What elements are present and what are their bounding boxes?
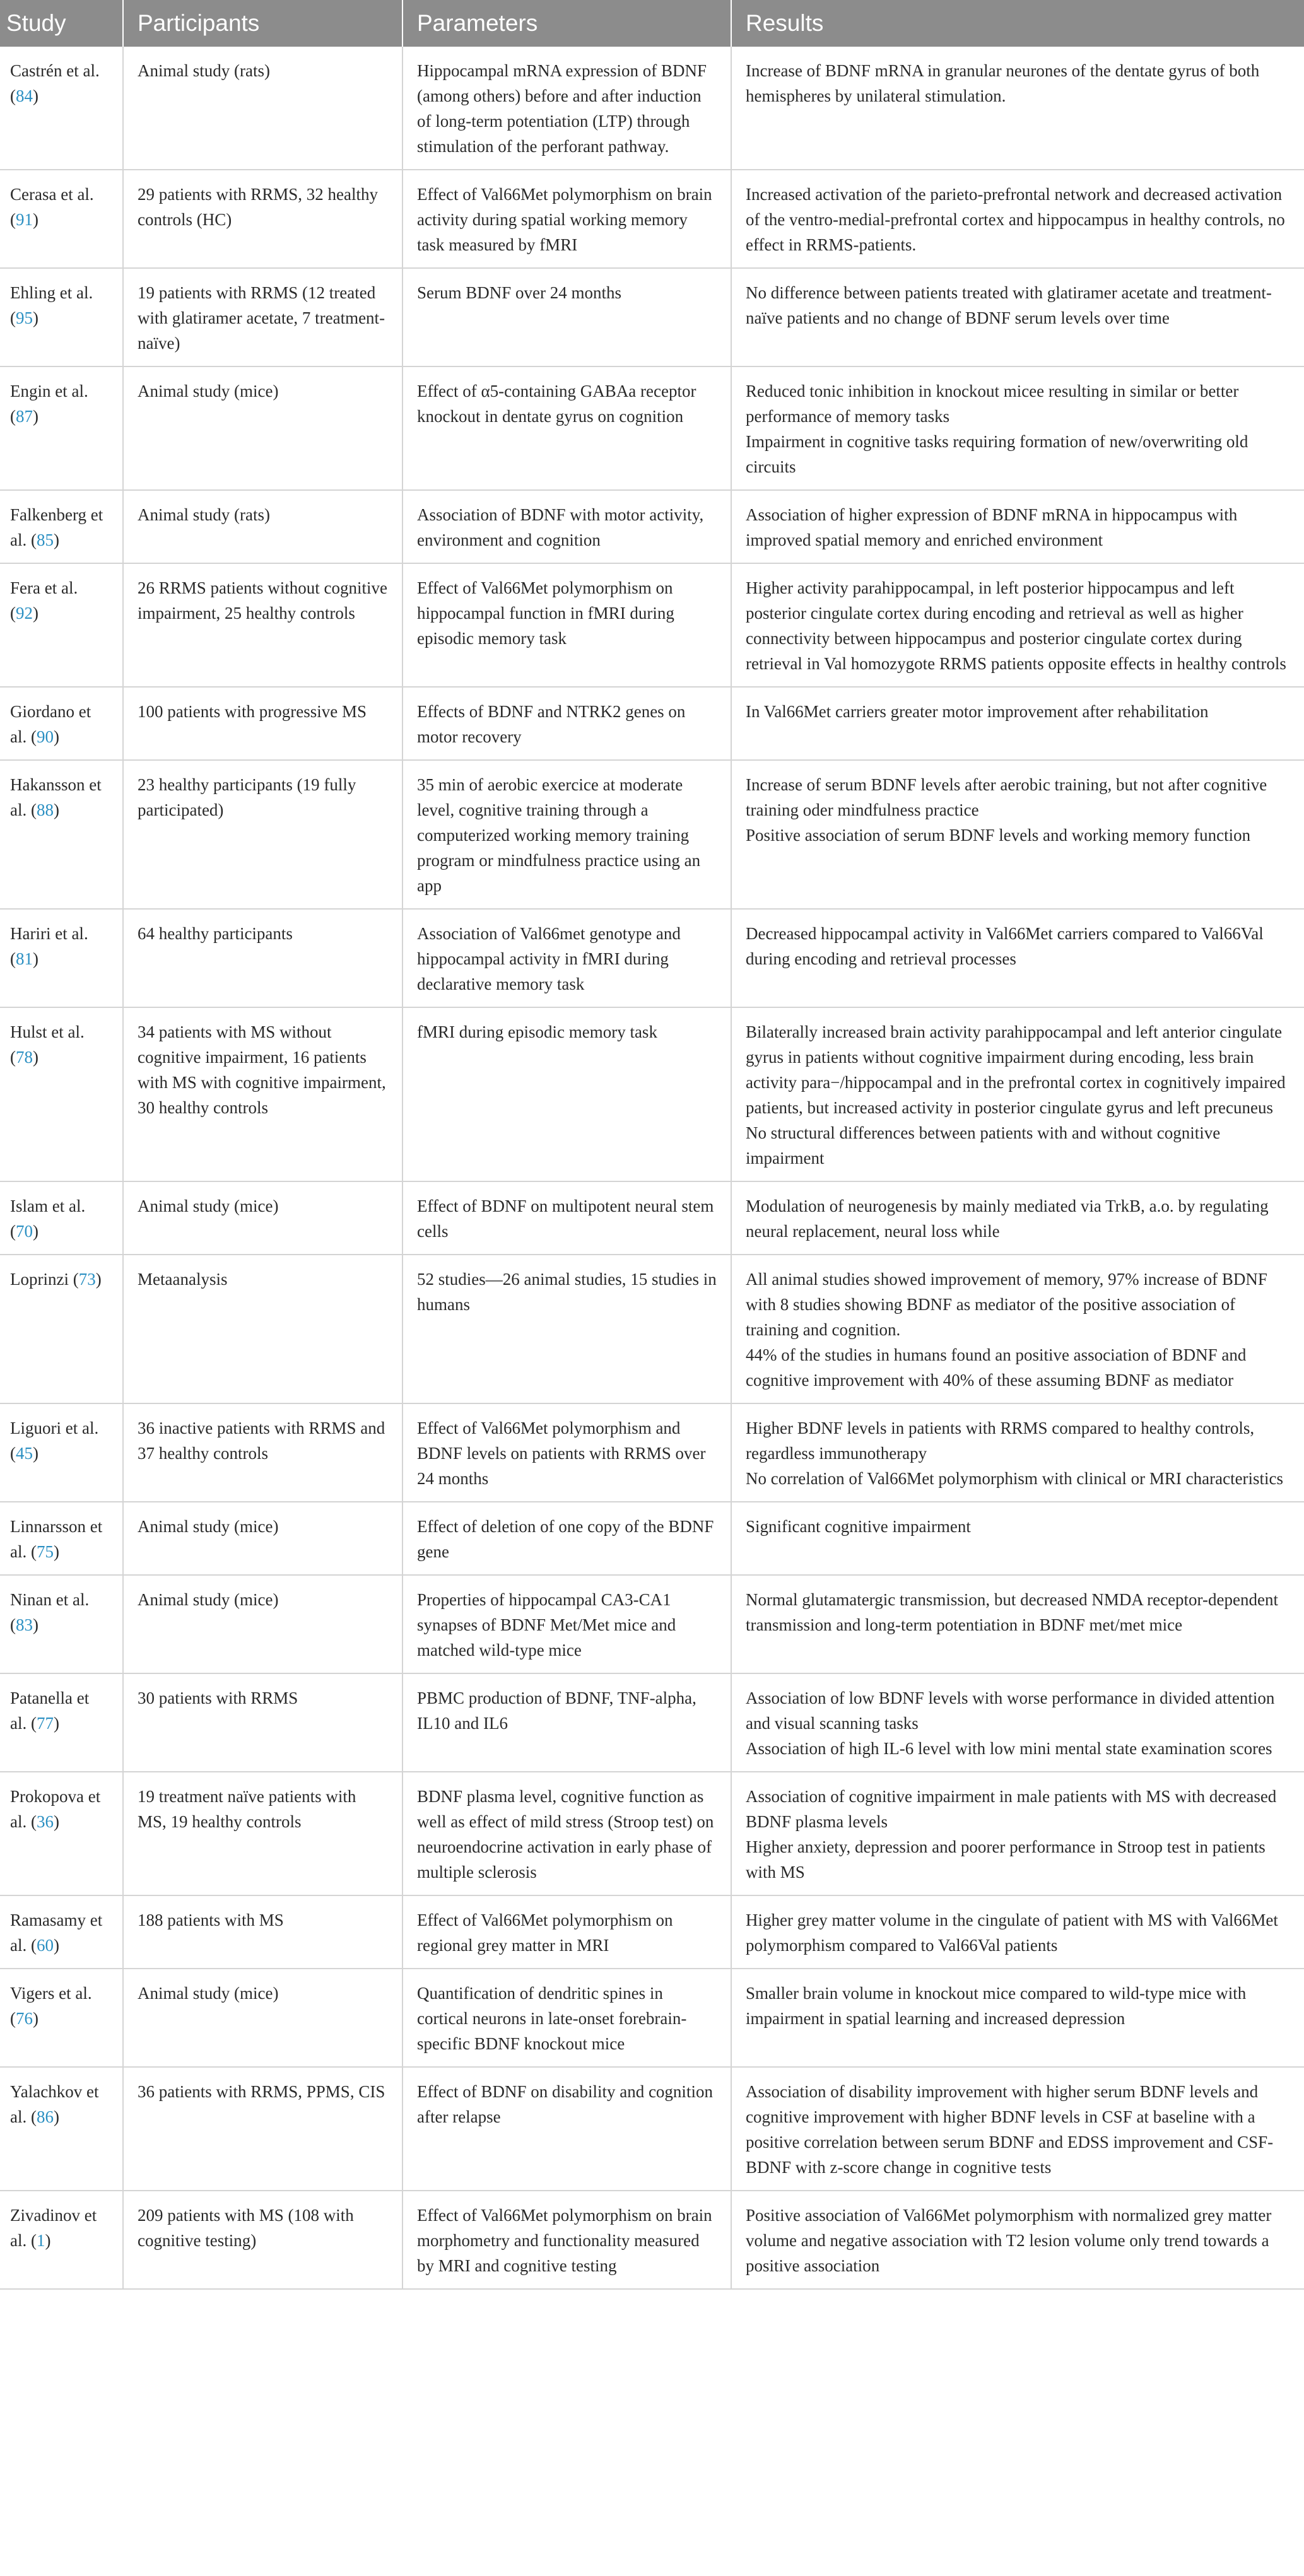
participants-cell: 64 healthy participants <box>123 909 402 1007</box>
parameters-cell: Properties of hippocampal CA3-CA1 synapses of BDNF Met/Met mice and matched wild-type mice <box>402 1575 731 1673</box>
results-cell <box>731 1969 1304 2067</box>
participants-cell: 188 patients with MS <box>123 1895 402 1969</box>
study-author: Patanella et al. <box>10 1689 90 1733</box>
results-cell <box>731 47 1304 170</box>
parameters-cell: Hippocampal mRNA expression of BDNF (among others) before and after induction of long-term potentiation (LTP) through stimulation of the perforant pathway. <box>402 47 731 170</box>
result-text: Higher grey matter volume in the cingulate of patient with MS with Val66Met polymorphism compared to Val66Val patients <box>746 1911 1278 1955</box>
parameters-cell: Effect of BDNF on multipotent neural stem cells <box>402 1181 731 1255</box>
results-cell <box>731 2067 1304 2191</box>
study-cell: Loprinzi (73) <box>0 1255 123 1403</box>
parameters-cell: PBMC production of BDNF, TNF-alpha, IL10 and IL6 <box>402 1673 731 1772</box>
reference-link[interactable]: 60 <box>37 1936 54 1955</box>
table-row <box>0 1403 1304 1502</box>
result-text: Increased activation of the parieto-prefrontal network and decreased activation of the ventro-medial-prefrontal cortex and hippocampus in healthy controls, no effect in RRMS-patients. <box>746 185 1285 254</box>
result-text: Association of disability improvement with higher serum BDNF levels and cognitive improvement with higher BDNF levels in CSF at baseline with a positive correlation between serum BDNF and EDSS improvement and CSF-BDNF with z-score change in cognitive tests <box>746 2082 1274 2177</box>
study-author: Yalachkov et al. <box>10 2082 99 2126</box>
result-text: Modulation of neurogenesis by mainly mediated via TrkB, a.o. by regulating neural replacement, neural loss while <box>746 1197 1269 1241</box>
table-row <box>0 490 1304 563</box>
results-cell <box>731 1772 1304 1895</box>
participants-cell: 29 patients with RRMS, 32 healthy controls (HC) <box>123 170 402 268</box>
header-results: Results <box>731 0 1304 47</box>
table-row <box>0 687 1304 760</box>
study-cell: Ramasamy et al. (60) <box>0 1895 123 1969</box>
reference-link[interactable]: 81 <box>16 949 33 968</box>
study-cell: Prokopova et al. (36) <box>0 1772 123 1895</box>
result-text: No structural differences between patients with and without cognitive impairment <box>746 1123 1221 1168</box>
results-cell <box>731 1255 1304 1403</box>
result-text: No correlation of Val66Met polymorphism with clinical or MRI characteristics <box>746 1469 1284 1488</box>
participants-cell: 100 patients with progressive MS <box>123 687 402 760</box>
results-cell <box>731 687 1304 760</box>
result-text: Association of low BDNF levels with worse performance in divided attention and visual scanning tasks <box>746 1689 1275 1733</box>
parameters-cell: Quantification of dendritic spines in cortical neurons in late-onset forebrain-specific BDNF knockout mice <box>402 1969 731 2067</box>
reference-link[interactable]: 87 <box>16 407 33 426</box>
reference-link[interactable]: 83 <box>16 1615 33 1634</box>
study-cell: Ninan et al. (83) <box>0 1575 123 1673</box>
study-author: Hakansson et al. <box>10 775 102 819</box>
parameters-cell: Effect of Val66Met polymorphism on brain morphometry and functionality measured by MRI and cognitive testing <box>402 2191 731 2289</box>
table-row <box>0 366 1304 490</box>
result-text: No difference between patients treated with glatiramer acetate and treatment-naïve patients and no change of BDNF serum levels over time <box>746 283 1272 327</box>
parameters-cell: Serum BDNF over 24 months <box>402 268 731 366</box>
participants-cell: 19 treatment naïve patients with MS, 19 healthy controls <box>123 1772 402 1895</box>
result-text: Higher anxiety, depression and poorer performance in Stroop test in patients with MS <box>746 1837 1266 1882</box>
reference-link[interactable]: 45 <box>16 1444 33 1463</box>
result-text: Impairment in cognitive tasks requiring formation of new/overwriting old circuits <box>746 432 1248 476</box>
result-text: Significant cognitive impairment <box>746 1517 971 1536</box>
study-author: Falkenberg et al. <box>10 505 103 549</box>
header-row <box>0 0 1304 47</box>
participants-cell: 209 patients with MS (108 with cognitive testing) <box>123 2191 402 2289</box>
reference-link[interactable]: 91 <box>16 210 33 229</box>
results-cell <box>731 1895 1304 1969</box>
study-author: Vigers et al. <box>10 1984 92 2003</box>
parameters-cell: 52 studies—26 animal studies, 15 studies in humans <box>402 1255 731 1403</box>
result-text: Reduced tonic inhibition in knockout micee resulting in similar or better performance of memory tasks <box>746 382 1239 426</box>
parameters-cell: Effect of α5-containing GABAa receptor knockout in dentate gyrus on cognition <box>402 366 731 490</box>
results-cell <box>731 1575 1304 1673</box>
results-cell <box>731 1007 1304 1181</box>
parameters-cell: Effects of BDNF and NTRK2 genes on motor recovery <box>402 687 731 760</box>
participants-cell: Metaanalysis <box>123 1255 402 1403</box>
study-cell: Giordano et al. (90) <box>0 687 123 760</box>
table-row <box>0 47 1304 170</box>
parameters-cell: Effect of deletion of one copy of the BDNF gene <box>402 1502 731 1575</box>
study-author: Engin et al. <box>10 382 88 401</box>
results-cell <box>731 909 1304 1007</box>
table-row <box>0 1673 1304 1772</box>
header-parameters: Parameters <box>402 0 731 47</box>
parameters-cell: Effect of Val66Met polymorphism on brain activity during spatial working memory task measured by fMRI <box>402 170 731 268</box>
study-author: Linnarsson et al. <box>10 1517 103 1561</box>
study-author: Hulst et al. <box>10 1022 85 1041</box>
result-text: In Val66Met carriers greater motor improvement after rehabilitation <box>746 702 1209 721</box>
reference-link[interactable]: 84 <box>16 86 33 105</box>
study-cell: Islam et al. (70) <box>0 1181 123 1255</box>
results-cell <box>731 170 1304 268</box>
result-text: Positive association of serum BDNF levels and working memory function <box>746 826 1251 845</box>
reference-link[interactable]: 88 <box>37 800 54 819</box>
result-text: Association of cognitive impairment in male patients with MS with decreased BDNF plasma levels <box>746 1787 1277 1831</box>
table-row <box>0 1007 1304 1181</box>
header-study: Study <box>0 0 123 47</box>
table-row <box>0 268 1304 366</box>
table-row <box>0 1502 1304 1575</box>
parameters-cell: BDNF plasma level, cognitive function as well as effect of mild stress (Stroop test) on neuroendocrine activation in early phase of multiple sclerosis <box>402 1772 731 1895</box>
participants-cell: Animal study (rats) <box>123 47 402 170</box>
table-row <box>0 1181 1304 1255</box>
result-text: Positive association of Val66Met polymorphism with normalized grey matter volume and negative association with T2 lesion volume only trend towards a positive association <box>746 2206 1272 2275</box>
parameters-cell: Effect of Val66Met polymorphism and BDNF levels on patients with RRMS over 24 months <box>402 1403 731 1502</box>
study-author: Ninan et al. <box>10 1590 90 1609</box>
result-text: Normal glutamatergic transmission, but decreased NMDA receptor-dependent transmission and long-term potentiation in BDNF met/met mice <box>746 1590 1278 1634</box>
participants-cell: Animal study (mice) <box>123 1575 402 1673</box>
reference-link[interactable]: 86 <box>37 2107 54 2126</box>
reference-link[interactable]: 85 <box>37 530 54 549</box>
table-row <box>0 1575 1304 1673</box>
result-text: 44% of the studies in humans found an positive association of BDNF and cognitive improvement with 40% of these assuming BDNF as mediator <box>746 1345 1247 1390</box>
result-text: Increase of BDNF mRNA in granular neurones of the dentate gyrus of both hemispheres by unilateral stimulation. <box>746 61 1260 105</box>
table-row <box>0 1969 1304 2067</box>
reference-link[interactable]: 36 <box>37 1812 54 1831</box>
table-row <box>0 1895 1304 1969</box>
participants-cell: 19 patients with RRMS (12 treated with glatiramer acetate, 7 treatment-naïve) <box>123 268 402 366</box>
parameters-cell: 35 min of aerobic exercice at moderate level, cognitive training through a computerized working memory training program or mindfulness practice using an app <box>402 760 731 909</box>
result-text: Association of higher expression of BDNF mRNA in hippocampus with improved spatial memory and enriched environment <box>746 505 1238 549</box>
table-row <box>0 1772 1304 1895</box>
study-cell: Hariri et al. (81) <box>0 909 123 1007</box>
results-cell <box>731 2191 1304 2289</box>
result-text: Association of high IL-6 level with low mini mental state examination scores <box>746 1739 1272 1758</box>
result-text: All animal studies showed improvement of memory, 97% increase of BDNF with 8 studies showing BDNF as mediator of the positive association of training and cognition. <box>746 1270 1267 1339</box>
result-text: Bilaterally increased brain activity parahippocampal and left anterior cingulate gyrus in patients without cognitive impairment during encoding, less brain activity para−/hippocampal and in the prefrontal cortex in cognitively impaired patients, but increased activity in posterior cingulate gyrus and left precuneus <box>746 1022 1286 1117</box>
study-cell: Vigers et al. (76) <box>0 1969 123 2067</box>
study-cell: Hulst et al. (78) <box>0 1007 123 1181</box>
study-cell: Engin et al. (87) <box>0 366 123 490</box>
parameters-cell: Association of Val66met genotype and hippocampal activity in fMRI during declarative memory task <box>402 909 731 1007</box>
study-cell: Cerasa et al. (91) <box>0 170 123 268</box>
reference-link[interactable]: 73 <box>78 1270 96 1289</box>
table-body <box>0 47 1304 2289</box>
reference-link[interactable]: 77 <box>37 1714 54 1733</box>
reference-link[interactable]: 76 <box>16 2009 33 2028</box>
participants-cell: 26 RRMS patients without cognitive impairment, 25 healthy controls <box>123 563 402 687</box>
study-author: Ramasamy et al. <box>10 1911 103 1955</box>
results-cell <box>731 490 1304 563</box>
study-cell: Zivadinov et al. (1) <box>0 2191 123 2289</box>
study-author: Loprinzi <box>10 1270 69 1289</box>
study-author: Prokopova et al. <box>10 1787 101 1831</box>
study-author: Castrén et al. <box>10 61 100 80</box>
study-cell: Linnarsson et al. (75) <box>0 1502 123 1575</box>
participants-cell: 36 inactive patients with RRMS and 37 healthy controls <box>123 1403 402 1502</box>
parameters-cell: Effect of Val66Met polymorphism on regional grey matter in MRI <box>402 1895 731 1969</box>
parameters-cell: Effect of Val66Met polymorphism on hippocampal function in fMRI during episodic memory task <box>402 563 731 687</box>
reference-link[interactable]: 78 <box>16 1048 33 1067</box>
study-author: Zivadinov et al. <box>10 2206 97 2250</box>
table-row <box>0 760 1304 909</box>
study-cell: Liguori et al. (45) <box>0 1403 123 1502</box>
header-participants: Participants <box>123 0 402 47</box>
table-row <box>0 563 1304 687</box>
result-text: Increase of serum BDNF levels after aerobic training, but not after cognitive training oder mindfulness practice <box>746 775 1267 819</box>
reference-link[interactable]: 95 <box>16 308 33 327</box>
reference-link[interactable]: 75 <box>37 1542 54 1561</box>
study-author: Islam et al. <box>10 1197 86 1215</box>
results-cell <box>731 563 1304 687</box>
study-cell: Castrén et al. (84) <box>0 47 123 170</box>
participants-cell: 30 patients with RRMS <box>123 1673 402 1772</box>
participants-cell: Animal study (rats) <box>123 490 402 563</box>
results-cell <box>731 760 1304 909</box>
participants-cell: 34 patients with MS without cognitive impairment, 16 patients with MS with cognitive impairment, 30 healthy controls <box>123 1007 402 1181</box>
participants-cell: Animal study (mice) <box>123 366 402 490</box>
results-cell <box>731 1181 1304 1255</box>
study-author: Liguori et al. <box>10 1419 99 1437</box>
study-author: Hariri et al. <box>10 924 88 943</box>
result-text: Higher BDNF levels in patients with RRMS compared to healthy controls, regardless immunotherapy <box>746 1419 1255 1463</box>
reference-link[interactable]: 92 <box>16 604 33 623</box>
study-cell: Fera et al. (92) <box>0 563 123 687</box>
participants-cell: Animal study (mice) <box>123 1969 402 2067</box>
study-cell: Yalachkov et al. (86) <box>0 2067 123 2191</box>
results-cell <box>731 268 1304 366</box>
parameters-cell: fMRI during episodic memory task <box>402 1007 731 1181</box>
study-cell: Ehling et al. (95) <box>0 268 123 366</box>
table-row <box>0 909 1304 1007</box>
result-text: Decreased hippocampal activity in Val66Met carriers compared to Val66Val during encoding and retrieval processes <box>746 924 1264 968</box>
study-cell: Falkenberg et al. (85) <box>0 490 123 563</box>
parameters-cell: Association of BDNF with motor activity, environment and cognition <box>402 490 731 563</box>
result-text: Higher activity parahippocampal, in left posterior hippocampus and left posterior cingulate cortex during encoding and retrieval as well as higher connectivity between hippocampus and posterior cingulate cortex during retrieval in Val homozygote RRMS patients opposite effects in healthy controls <box>746 578 1286 673</box>
table-row <box>0 1255 1304 1403</box>
reference-link[interactable]: 90 <box>37 727 54 746</box>
study-author: Fera et al. <box>10 578 78 597</box>
reference-link[interactable]: 1 <box>37 2231 45 2250</box>
table-row <box>0 2191 1304 2289</box>
study-cell: Hakansson et al. (88) <box>0 760 123 909</box>
reference-link[interactable]: 70 <box>16 1222 33 1241</box>
table-row <box>0 170 1304 268</box>
results-cell <box>731 1502 1304 1575</box>
parameters-cell: Effect of BDNF on disability and cognition after relapse <box>402 2067 731 2191</box>
participants-cell: Animal study (mice) <box>123 1502 402 1575</box>
results-cell <box>731 366 1304 490</box>
result-text: Smaller brain volume in knockout mice compared to wild-type mice with impairment in spatial learning and increased depression <box>746 1984 1247 2028</box>
study-author: Giordano et al. <box>10 702 91 746</box>
participants-cell: 36 patients with RRMS, PPMS, CIS <box>123 2067 402 2191</box>
study-author: Cerasa et al. <box>10 185 94 204</box>
results-cell <box>731 1673 1304 1772</box>
study-cell: Patanella et al. (77) <box>0 1673 123 1772</box>
results-cell <box>731 1403 1304 1502</box>
table-row <box>0 2067 1304 2191</box>
participants-cell: 23 healthy participants (19 fully participated) <box>123 760 402 909</box>
study-author: Ehling et al. <box>10 283 93 302</box>
participants-cell: Animal study (mice) <box>123 1181 402 1255</box>
